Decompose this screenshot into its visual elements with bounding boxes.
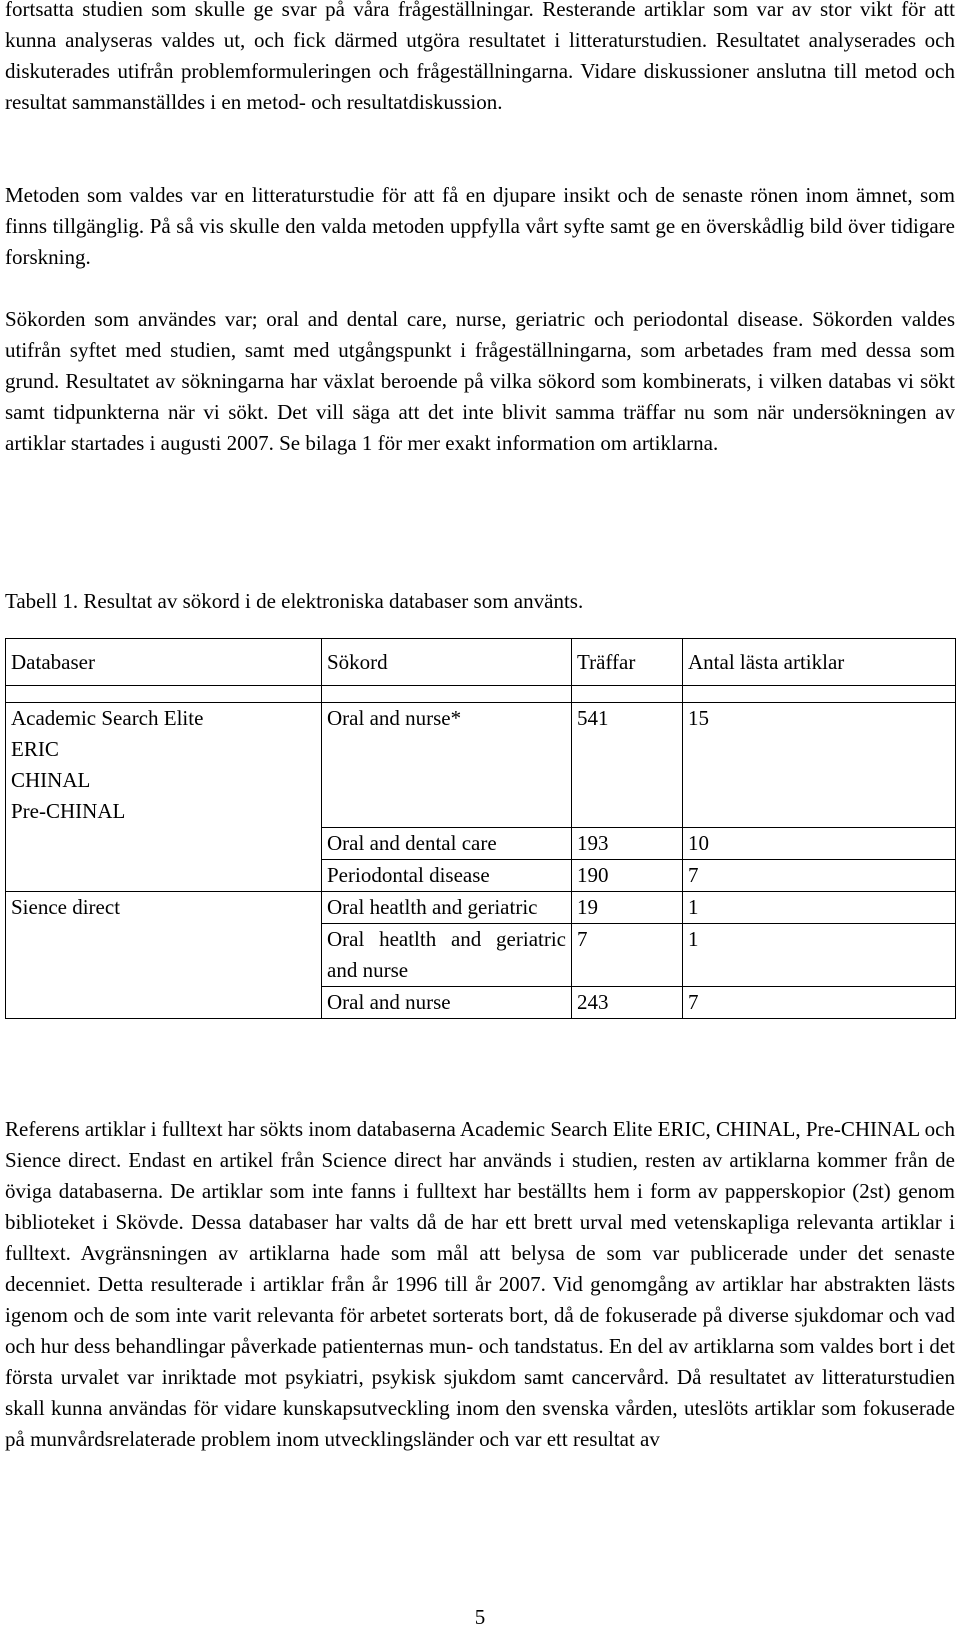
cell-antal: 7 (683, 987, 956, 1019)
header-sokord: Sökord (322, 639, 572, 686)
cell-databases-group2: Sience direct (6, 892, 322, 1019)
cell-traffar: 19 (572, 892, 683, 924)
header-databaser: Databaser (6, 639, 322, 686)
cell-sokord: Oral and dental care (322, 828, 572, 860)
cell-antal: 10 (683, 828, 956, 860)
cell-antal: 7 (683, 860, 956, 892)
page-number: 5 (474, 1605, 486, 1629)
database-name: Academic Search Elite (11, 706, 204, 730)
paragraph-search-terms: Sökorden som användes var; oral and dental care, nurse, geriatric och periodontal disease. Sökorden valdes utifrån syftet med studien, samt med utgångspunkt i frågeställningarna, som arbetades fram med dessa som grund. Resultatet av sökningarna har växlat beroende på vilka sökord som kombinerats, i vilken databas vi sökt samt tidpunkterna när vi sökt. Det vill säga att det inte blivit samma träffar nu som när undersökningen av artiklar startades i augusti 2007. Se bilaga 1 för mer exakt information om artiklarna. (5, 307, 955, 455)
table-caption: Tabell 1. Resultat av sökord i de elektroniska databaser som använts. (5, 589, 584, 613)
cell-antal: 15 (683, 703, 956, 828)
table-row (6, 892, 956, 924)
database-name: ERIC (11, 737, 59, 761)
table-row (6, 703, 956, 828)
paragraph-references: Referens artiklar i fulltext har sökts inom databaserna Academic Search Elite ERIC, CHINAL, Pre-CHINAL och Sience direct. Endast en artikel från Science direct har används i studien, resten av artiklarna kommer från de öviga databaserna. De artiklar som inte fanns i fulltext har beställts hem i form av papperskopior (2st) genom biblioteket i Skövde. Dessa databaser har valts då de har ett brett urval med vetenskapliga relevanta artiklar i fulltext. Avgränsningen av artiklarna hade som mål att belysa de som var publicerade under det senaste decenniet. Detta resulterade i artiklar från år 1996 till år 2007. Vid genomgång av artiklar har abstrakten lästs igenom och de som inte varit relevanta för arbetet sorterats bort, då de fokuserade på diverse sjukdomar och vad och hur dess behandlingar påverkade patienternas mun- och tandstatus. En del av artiklarna som valdes bort i det första urvalet var inriktade mot psykiatri, psykisk sjukdom samt cancervård. Då resultatet av litteraturstudien skall kunna användas för vidare kunskapsutveckling inom den svenska vården, uteslöts artiklar som fokuserade på munvårdsrelaterade problem inom utvecklingsländer och var ett resultat av (5, 1117, 955, 1451)
results-table (5, 638, 956, 1019)
table-header-row (6, 639, 956, 686)
cell-databases-group1 (6, 703, 322, 892)
cell-sokord: Periodontal disease (322, 860, 572, 892)
cell-traffar: 7 (572, 924, 683, 987)
paragraph-method: Metoden som valdes var en litteraturstudie för att få en djupare insikt och de senaste rönen inom ämnet, som finns tillgänglig. På så vis skulle den valda metoden uppfylla vårt syfte samt ge en överskådlig bild över tidigare forskning. (5, 183, 955, 269)
cell-antal: 1 (683, 924, 956, 987)
cell-traffar: 243 (572, 987, 683, 1019)
database-name: Pre-CHINAL (11, 799, 126, 823)
cell-sokord: Oral heatlth and geriatric (322, 892, 572, 924)
cell-sokord: Oral and nurse (322, 987, 572, 1019)
cell-sokord: Oral heatlth and geriatric and nurse (322, 924, 572, 987)
cell-traffar: 541 (572, 703, 683, 828)
cell-sokord: Oral and nurse* (322, 703, 572, 828)
cell-traffar: 193 (572, 828, 683, 860)
database-name: CHINAL (11, 768, 91, 792)
cell-traffar: 190 (572, 860, 683, 892)
cell-antal: 1 (683, 892, 956, 924)
paragraph-intro: fortsatta studien som skulle ge svar på våra frågeställningar. Resterande artiklar som var av stor vikt för att kunna analyseras valdes ut, och fick därmed utgöra resultatet i litteraturstudien. Resultatet analyserades och diskuterades utifrån problemformuleringen och frågeställningarna. Vidare diskussioner anslutna till metod och resultat sammanställdes i en metod- och resultatdiskussion. (5, 0, 955, 114)
table-spacer-row (6, 686, 956, 703)
header-traffar: Träffar (572, 639, 683, 686)
header-antal: Antal lästa artiklar (683, 639, 956, 686)
